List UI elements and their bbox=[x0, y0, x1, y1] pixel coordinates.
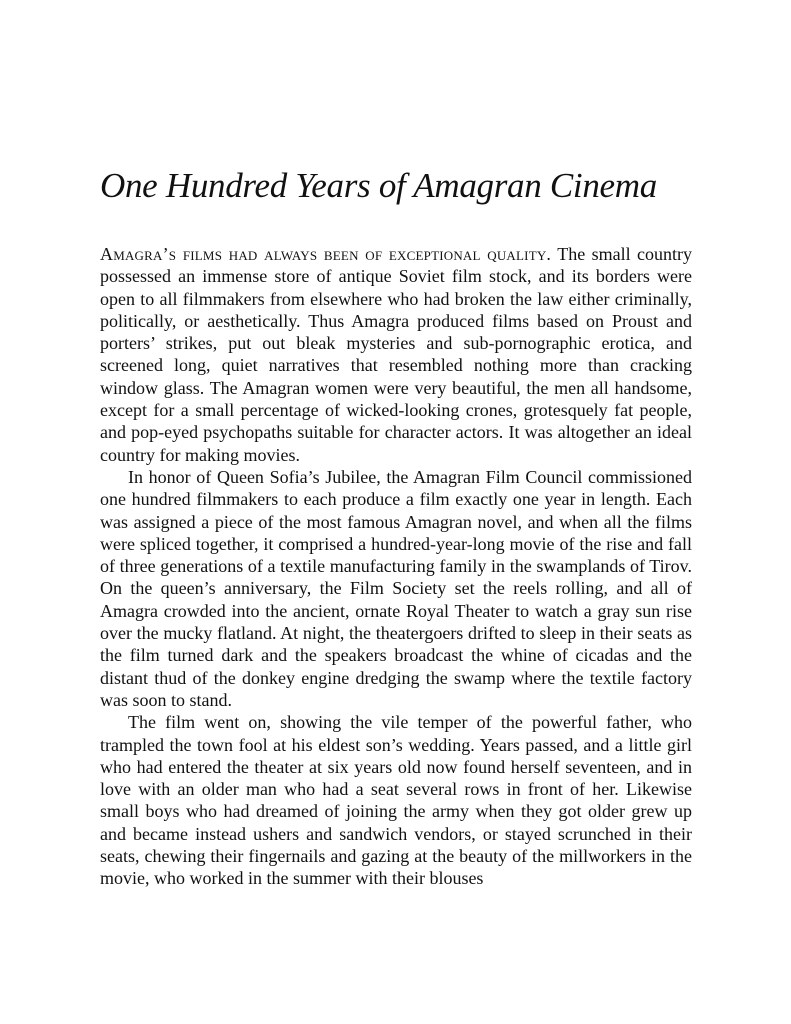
paragraph-1-lead: Amagra’s films had always been of exceptional quality. bbox=[100, 244, 552, 264]
chapter-body bbox=[100, 243, 692, 890]
chapter-title: One Hundred Years of Amagran Cinema bbox=[100, 166, 657, 205]
paragraph-1 bbox=[100, 243, 692, 466]
paragraph-3: The film went on, showing the vile temper of the powerful father, who trampled the town fool at his eldest son’s wedding. Years passed, and a little girl who had entered the theater at six years old now found herself seventeen, and in love with an older man who had a seat several rows in front of her. Likewise small boys who had dreamed of joining the army when they got older grew up and became instead ushers and sandwich vendors, or stayed scrunched in their seats, chewing their fingernails and gazing at the beauty of the millworkers in the movie, who worked in the summer with their blouses bbox=[100, 712, 692, 889]
paragraph-1-text: The small country possessed an immense store of antique Soviet film stock, and its borders were open to all filmmakers from elsewhere who had broken the law either criminally, politically, or aesthetically. Thus Amagra produced films based on Proust and porters’ strikes, put out bleak mysteries and sub-pornographic erotica, and screened long, quiet narratives that resembled nothing more than cracking window glass. The Amagran women were very beautiful, the men all handsome, except for a small percentage of wicked-looking crones, grotesquely fat people, and pop-eyed psychopaths suitable for character actors. It was altogether an ideal country for making movies. bbox=[100, 244, 692, 465]
paragraph-2: In honor of Queen Sofia’s Jubilee, the Amagran Film Council commissioned one hundred filmmakers to each produce a film exactly one year in length. Each was assigned a piece of the most famous Amagran novel, and when all the films were spliced together, it comprised a hundred-year-long movie of the rise and fall of three generations of a textile manufacturing family in the swamplands of Tirov. On the queen’s anniversary, the Film Society set the reels rolling, and all of Amagra crowded into the ancient, ornate Royal Theater to watch a gray sun rise over the mucky flatland. At night, the theatergoers drifted to sleep in their seats as the film turned dark and the speakers broadcast the whine of cicadas and the distant thud of the donkey engine dredging the swamp where the textile factory was soon to stand. bbox=[100, 466, 692, 710]
